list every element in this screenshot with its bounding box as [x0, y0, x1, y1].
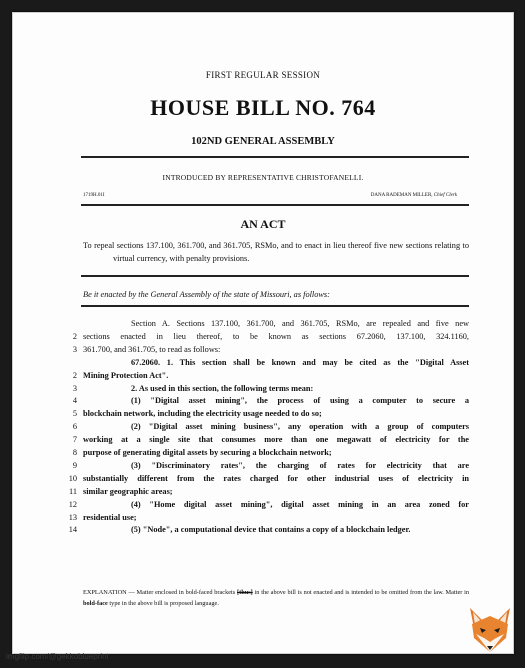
enacting-clause: Be it enacted by the General Assembly of the state of Missouri, as follows: — [83, 290, 330, 299]
line-number: 3 — [72, 344, 77, 354]
divider — [81, 204, 469, 206]
clerk-title: Chief Clerk — [433, 193, 457, 198]
bill-text-line: blockchain network, including the electricity usage needed to do so; — [83, 409, 322, 419]
assembly-heading: 102ND GENERAL ASSEMBLY — [191, 136, 335, 147]
fox-logo-icon — [462, 602, 518, 658]
bill-text-line: similar geographic areas; — [83, 486, 173, 496]
bill-text-line: purpose of generating digital assets by securing a blockchain network; — [83, 448, 332, 457]
document-page — [12, 12, 514, 654]
bill-text-line: (4) "Home digital asset mining", digital asset mining in an area zoned for — [131, 499, 469, 509]
clerk-name: DANA RADEMAN MILLER, — [370, 193, 434, 198]
chief-clerk — [371, 193, 457, 198]
line-number: 14 — [68, 525, 77, 535]
line-number: 4 — [72, 396, 77, 406]
explanation-footnote — [83, 587, 469, 609]
bill-text-line: 361.700, and 361.705, to read as follows: — [83, 344, 221, 354]
divider — [81, 156, 469, 158]
line-number: 3 — [72, 383, 77, 393]
bill-text-line: (5) "Node", a computational device that contains a copy of a blockchain ledger. — [131, 525, 411, 535]
explanation-middle: in the above bill is not enacted and is intended to be omitted from the law. Matter in — [252, 589, 469, 596]
line-number: 13 — [68, 512, 77, 522]
line-number: 11 — [69, 486, 77, 496]
line-number: 2 — [72, 370, 77, 380]
bill-text-line: 67.2060. 1. This section shall be known and may be cited as the "Digital Asset — [131, 357, 469, 367]
explanation-bracket: [thus] — [237, 589, 253, 596]
line-number: 10 — [68, 473, 77, 483]
explanation-tail: type in the above bill is proposed language. — [107, 600, 219, 607]
act-body: To repeal sections 137.100, 361.700, and 361.705, RSMo, and to enact in lieu thereof five new sections relating to virtual currency, with penalty provisions. — [83, 241, 469, 263]
explanation-boldface: bold-face — [83, 600, 108, 607]
line-number: 7 — [72, 435, 77, 445]
session-heading: FIRST REGULAR SESSION — [205, 70, 321, 80]
act-title: AN ACT — [240, 217, 286, 231]
line-number: 12 — [68, 499, 77, 509]
bill-title: HOUSE BILL NO. 764 — [150, 95, 376, 120]
bill-code: 1719H.01I — [83, 193, 105, 198]
explanation-lead: EXPLANATION — Matter enclosed in bold-faced brackets — [83, 589, 238, 596]
bill-text-line: substantially different from the rates charged for other industrial uses of electricity in — [83, 473, 469, 483]
bill-text-line: Section A. Sections 137.100, 361.700, and 361.705, RSMo, are repealed and five new — [131, 319, 469, 328]
bill-text-line: (3) "Discriminatory rates", the charging of rates for electricity that are — [131, 460, 469, 470]
bill-text-line: Mining Protection Act". — [83, 370, 169, 380]
line-number: 9 — [72, 460, 77, 470]
bill-text-line: residential use; — [83, 512, 137, 522]
divider — [81, 275, 469, 277]
bill-text-line: sections enacted in lieu thereof, to be known as sections 67.2060, 137.100, 324.1160, — [83, 331, 469, 341]
line-number: 2 — [72, 331, 77, 341]
act-text — [83, 239, 469, 265]
line-number: 8 — [72, 448, 77, 457]
bill-text-line: (1) "Digital asset mining", the process of using a computer to secure a — [131, 396, 469, 406]
watermark: imgflip.com/@gekkoblueprint — [6, 652, 109, 661]
divider — [81, 305, 469, 307]
line-number: 5 — [72, 409, 77, 419]
line-number: 6 — [72, 422, 77, 432]
bill-text-line: (2) "Digital asset mining business", any operation with a group of computers — [131, 422, 469, 432]
bill-text-line: 2. As used in this section, the following terms mean: — [131, 383, 314, 393]
introduced-by: INTRODUCED BY REPRESENTATIVE CHRISTOFANELLI. — [162, 173, 364, 182]
bill-text-line: working at a single site that consumes more than one megawatt of electricity for the — [83, 435, 469, 445]
